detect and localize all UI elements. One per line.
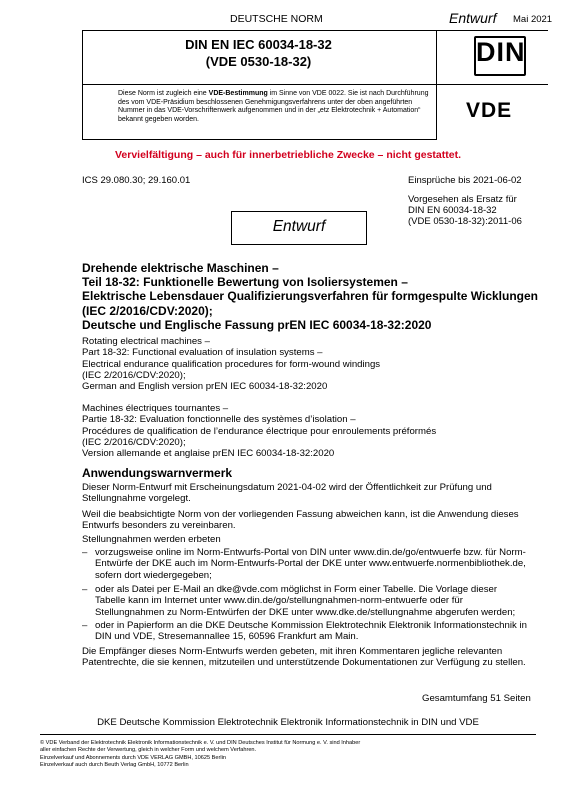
document-number: DIN EN IEC 60034-18-32 <box>185 37 332 52</box>
header-norm-label: DEUTSCHE NORM <box>230 13 323 25</box>
title-french: Machines électriques tournantes – Partie 18-32: Evaluation fonctionnelle des systèmes d’isolation – Procédures de qualification de l’endurance électrique pour enroulements préformés (IEC 2/2016/CDV:2020); Version allemande et anglaise prEN IEC 60034-18-32:2020 <box>82 403 437 460</box>
list-item: – vorzugsweise online im Norm-Entwurfs-Portal von DIN unter www.din.de/go/entwuerfe bzw. für Norm- Entwürfe der DKE auch im Norm-Entwurfs-Portal der DKE unter www.entwuerfe.normenbibliothek.de, sofern dort wiedergegeben; <box>82 547 526 581</box>
title-english: Rotating electrical machines – Part 18-32: Functional evaluation of insulation systems – Electrical endurance qualification procedures for form-wound windings (IEC 2/2016/CDV:2020); German and English version prEN IEC 60034-18-32:2020 <box>82 336 381 393</box>
vde-logo: VDE <box>466 99 513 122</box>
replacement-note: Vorgesehen als Ersatz für DIN EN 60034-18-32 (VDE 0530-18-32):2011-06 <box>408 194 522 227</box>
paragraph-patents: Die Empfänger dieses Norm-Entwurfs werden gebeten, mit ihren Kommentaren jegliche relevanten Patentrechte, die sie kennen, mitzuteilen und unterstützende Dokumentationen zur Verfügung zu stellen. <box>82 646 526 669</box>
list-item: – oder als Datei per E-Mail an dke@vde.com möglichst in Form einer Tabelle. Die Vorlage dieser Tabelle kann im Internet unter www.din.de/go/stellungnahmen-norm-entwuerfe oder für Stellungnahmen zu Norm-Entwürfen der DKE unter www.dke.de/stellungnahme abgerufen werden; <box>82 584 516 618</box>
vde-number: (VDE 0530-18-32) <box>205 54 312 69</box>
din-logo: DIN <box>474 36 526 76</box>
page-count: Gesamtumfang 51 Seiten <box>422 693 531 704</box>
entwurf-box: Entwurf <box>231 211 367 245</box>
ics-codes: ICS 29.080.30; 29.160.01 <box>82 175 191 186</box>
section-heading: Anwendungswarnvermerk <box>82 466 233 480</box>
footer-rule <box>40 734 536 735</box>
paragraph-publication: Dieser Norm-Entwurf mit Erscheinungsdatum 2021-04-02 wird der Öffentlichkeit zur Prüfung und Stellungnahme vorgelegt. <box>82 482 492 505</box>
paragraph-deviation: Weil die beabsichtigte Norm von der vorliegenden Fassung abweichen kann, ist die Anwendung dieses Entwurfs besonders zu vereinbaren. <box>82 509 519 532</box>
paragraph-comments-intro: Stellungnahmen werden erbeten <box>82 534 221 545</box>
vde-note: Diese Norm ist zugleich eine VDE-Bestimmung im Sinne von VDE 0022. Sie ist nach Durchführung des vom VDE-Präsidium beschlossenen Genehmigungsverfahrens unter der oben angeführten Nummer in das VDE-Vorschriftenwerk aufgenommen und in der „etz Elektrotechnik + Automation“ bekannt gegeben worden. <box>118 90 429 123</box>
footer-copyright: © VDE Verband der Elektrotechnik Elektronik Informationstechnik e. V. und DIN Deutsches Institut für Normung e. V. sind Inhaber aller einfachen Rechte der Verwertung, gleich in welcher Form und welchem Verfahren. Einzelverkauf und Abonnements durch VDE VERLAG GMBH, 10625 Berlin Einzelverkauf auch durch Beuth Verlag GmbH, 10772 Berlin <box>40 740 361 769</box>
dke-line: DKE Deutsche Kommission Elektrotechnik Elektronik Informationstechnik in DIN und VDE <box>97 717 479 728</box>
header-date: Mai 2021 <box>513 14 553 25</box>
list-item: – oder in Papierform an die DKE Deutsche Kommission Elektrotechnik Elektronik Informationstechnik in DIN und VDE, Stresemannallee 15, 60596 Frankfurt am Main. <box>82 620 527 643</box>
title-german: Drehende elektrische Maschinen – Teil 18-32: Funktionelle Bewertung von Isoliersystemen – Elektrische Lebensdauer Qualifizierungsverfahren für formgespulte Wicklungen (IEC 2/2016/CDV:2020); Deutsche und Englische Fassung prEN IEC 60034-18-32:2020 <box>82 261 538 332</box>
header-entwurf: Entwurf <box>449 10 497 26</box>
copy-warning: Vervielfältigung – auch für innerbetriebliche Zwecke – nicht gestattet. <box>114 149 461 161</box>
objection-deadline: Einsprüche bis 2021-06-02 <box>408 175 522 186</box>
